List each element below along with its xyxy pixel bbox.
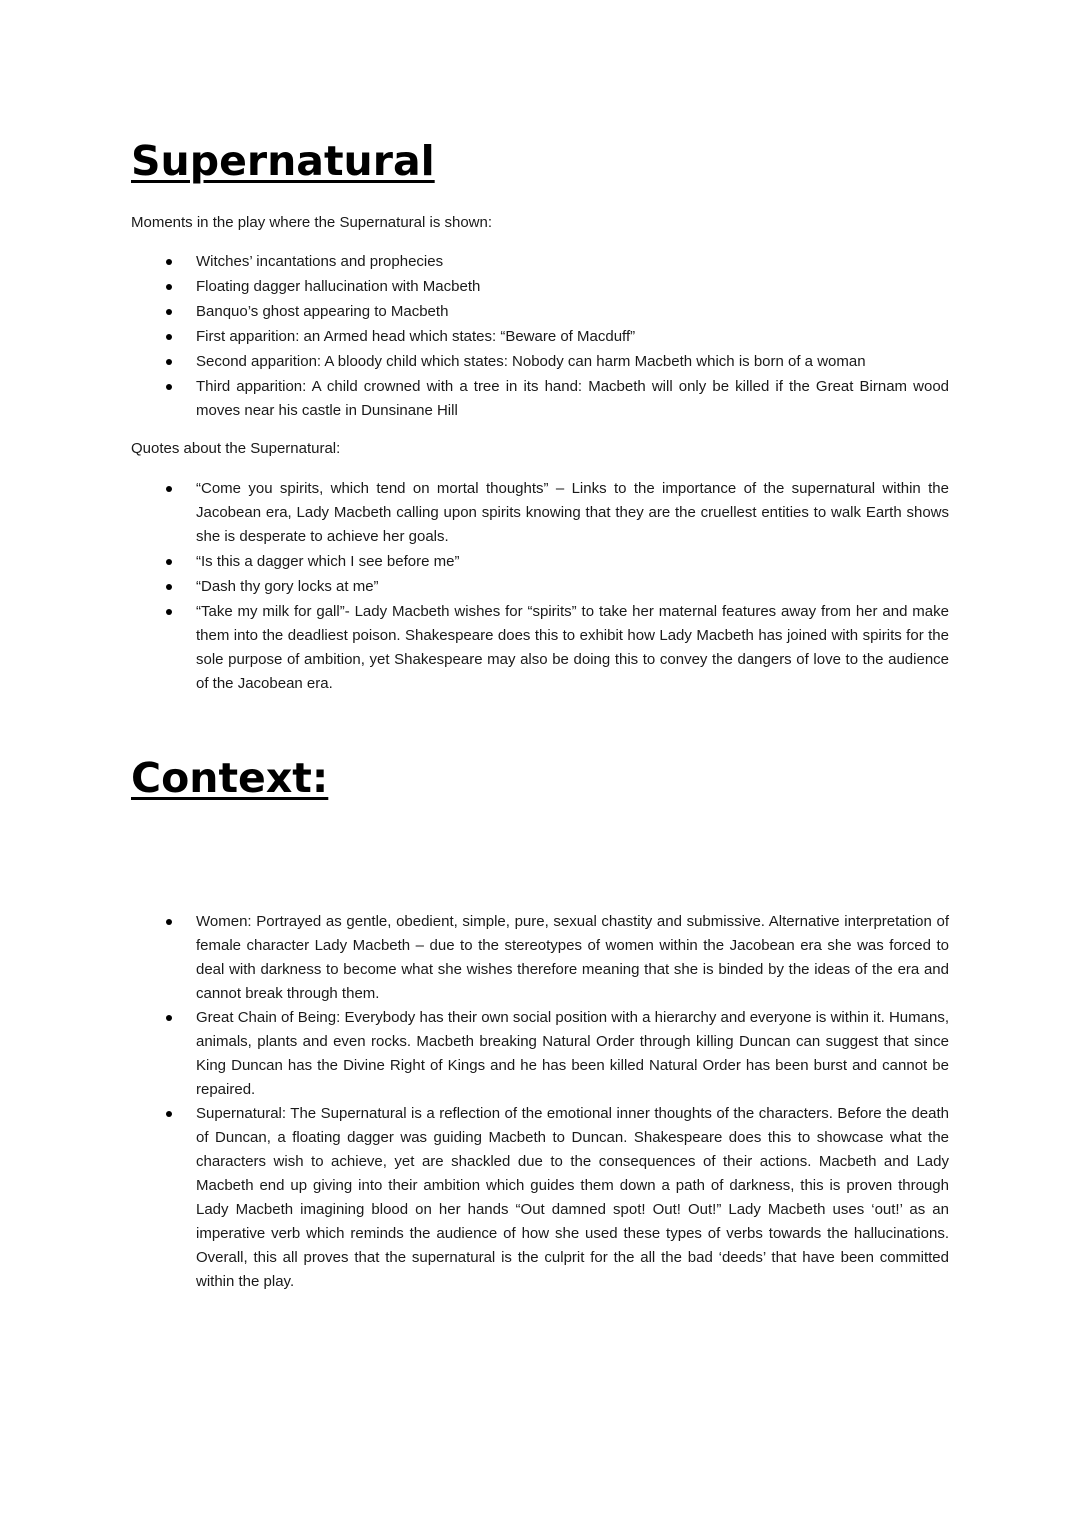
list-item: Banquo’s ghost appearing to Macbeth [196, 300, 949, 324]
supernatural-heading: Supernatural [131, 137, 435, 185]
list-item: Supernatural: The Supernatural is a reflection of the emotional inner thoughts of the characters. Before the death of Duncan, a floating dagger was guiding Macbeth to Duncan. Shakespeare does this to showcase what the characters wish to achieve, yet are shackled due to the consequences of their actions. Macbeth and Lady Macbeth end up giving into their ambition which guides them down a path of darkness, this is proven through Lady Macbeth imagining blood on her hands “Out damned spot! Out! Out!” Lady Macbeth uses ‘out!’ as an imperative verb which reminds the audience of how she used these types of verbs towards the hallucinations. Overall, this all proves that the supernatural is the culprit for the all the bad ‘deeds’ that have been committed within the play. [196, 1102, 949, 1294]
moments-intro: Moments in the play where the Supernatural is shown: [131, 214, 493, 231]
list-item: “Is this a dagger which I see before me” [196, 550, 949, 574]
moments-list [196, 250, 949, 424]
list-item: Women: Portrayed as gentle, obedient, simple, pure, sexual chastity and submissive. Alternative interpretation of female character Lady Macbeth – due to the stereotypes of women within the Jacobean era she was forced to deal with darkness to become what she wishes therefore meaning that she is binded by the ideas of the era and cannot break through them. [196, 910, 949, 1006]
context-heading: Context: [131, 754, 329, 802]
list-item: Floating dagger hallucination with Macbeth [196, 275, 949, 299]
quotes-list [196, 477, 949, 697]
list-item: “Dash thy gory locks at me” [196, 575, 949, 599]
list-item: “Come you spirits, which tend on mortal thoughts” – Links to the importance of the supernatural within the Jacobean era, Lady Macbeth calling upon spirits knowing that they are the cruellest entities to walk Earth shows she is desperate to achieve her goals. [196, 477, 949, 549]
quotes-intro: Quotes about the Supernatural: [131, 440, 341, 457]
list-item: Great Chain of Being: Everybody has their own social position with a hierarchy and everyone is within it. Humans, animals, plants and even rocks. Macbeth breaking Natural Order through killing Duncan can suggest that since King Duncan has the Divine Right of Kings and he has been killed Natural Order has been burst and cannot be repaired. [196, 1006, 949, 1102]
context-list [196, 910, 949, 1294]
list-item: Witches’ incantations and prophecies [196, 250, 949, 274]
list-item: First apparition: an Armed head which states: “Beware of Macduff” [196, 325, 949, 349]
list-item: “Take my milk for gall”- Lady Macbeth wishes for “spirits” to take her maternal features away from her and make them into the deadliest poison. Shakespeare does this to exhibit how Lady Macbeth has joined with spirits for the sole purpose of ambition, yet Shakespeare may also be doing this to convey the dangers of love to the audience of the Jacobean era. [196, 600, 949, 696]
list-item: Third apparition: A child crowned with a tree in its hand: Macbeth will only be killed if the Great Birnam wood moves near his castle in Dunsinane Hill [196, 375, 949, 423]
list-item: Second apparition: A bloody child which states: Nobody can harm Macbeth which is born of a woman [196, 350, 949, 374]
